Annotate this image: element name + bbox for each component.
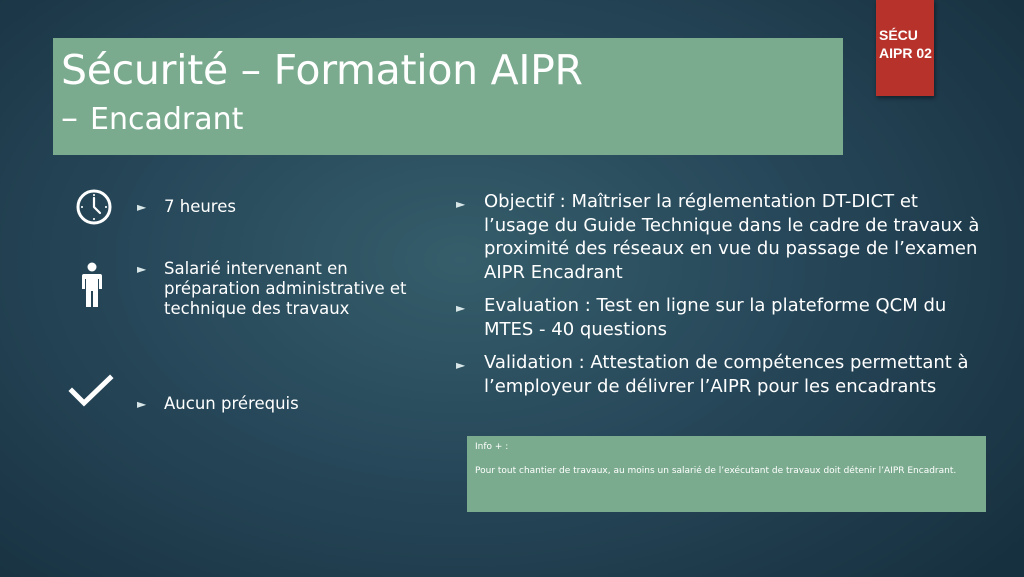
clock-icon [75,188,113,226]
evaluation-text: Evaluation : Test en ligne sur la plateforme QCM du MTES - 40 questions [484,295,947,340]
objective-text: Objectif : Maîtriser la réglementation DT-DICT et l’usage du Guide Technique dans le cadre de travaux à proximité des réseaux en vue du passage de l’examen AIPR Encadrant [484,191,980,283]
info-box [467,436,986,512]
slide-title: Sécurité – Formation AIPR [61,46,583,94]
validation-text: Validation : Attestation de compétences permettant à l’employeur de délivrer l’AIPR pour les encadrants [484,352,969,397]
bullet-arrow-icon: ► [456,197,466,211]
info-spacer [475,453,978,465]
subtitle-text: Encadrant [90,102,244,137]
bullet-arrow-icon: ► [456,358,466,372]
course-code-badge [876,0,934,96]
bullet-arrow-icon: ► [456,301,466,315]
objective-item [456,190,986,284]
evaluation-item [456,294,986,341]
validation-item [456,351,986,398]
slide-subtitle [61,96,843,142]
details-list [456,190,986,408]
prerequisites-item [137,394,407,414]
badge-line-2: AIPR 02 [879,45,932,61]
audience-item [137,259,412,319]
prerequisites-text: Aucun prérequis [164,394,299,413]
info-heading: Info + : [475,442,509,452]
bullet-arrow-icon: ► [137,397,147,411]
subtitle-dash: – [61,98,78,138]
audience-text: Salarié intervenant en préparation administrative et technique des travaux [164,259,407,318]
badge-line-1: SÉCU [879,27,918,43]
bullet-arrow-icon: ► [137,262,147,276]
checkmark-icon [68,374,114,408]
info-body: Pour tout chantier de travaux, au moins un salarié de l’exécutant de travaux doit détenir l’AIPR Encadrant. [475,466,957,476]
person-icon [81,262,103,308]
duration-text: 7 heures [164,197,236,216]
duration-item [137,197,407,217]
bullet-arrow-icon: ► [137,200,147,214]
title-box [53,38,843,155]
